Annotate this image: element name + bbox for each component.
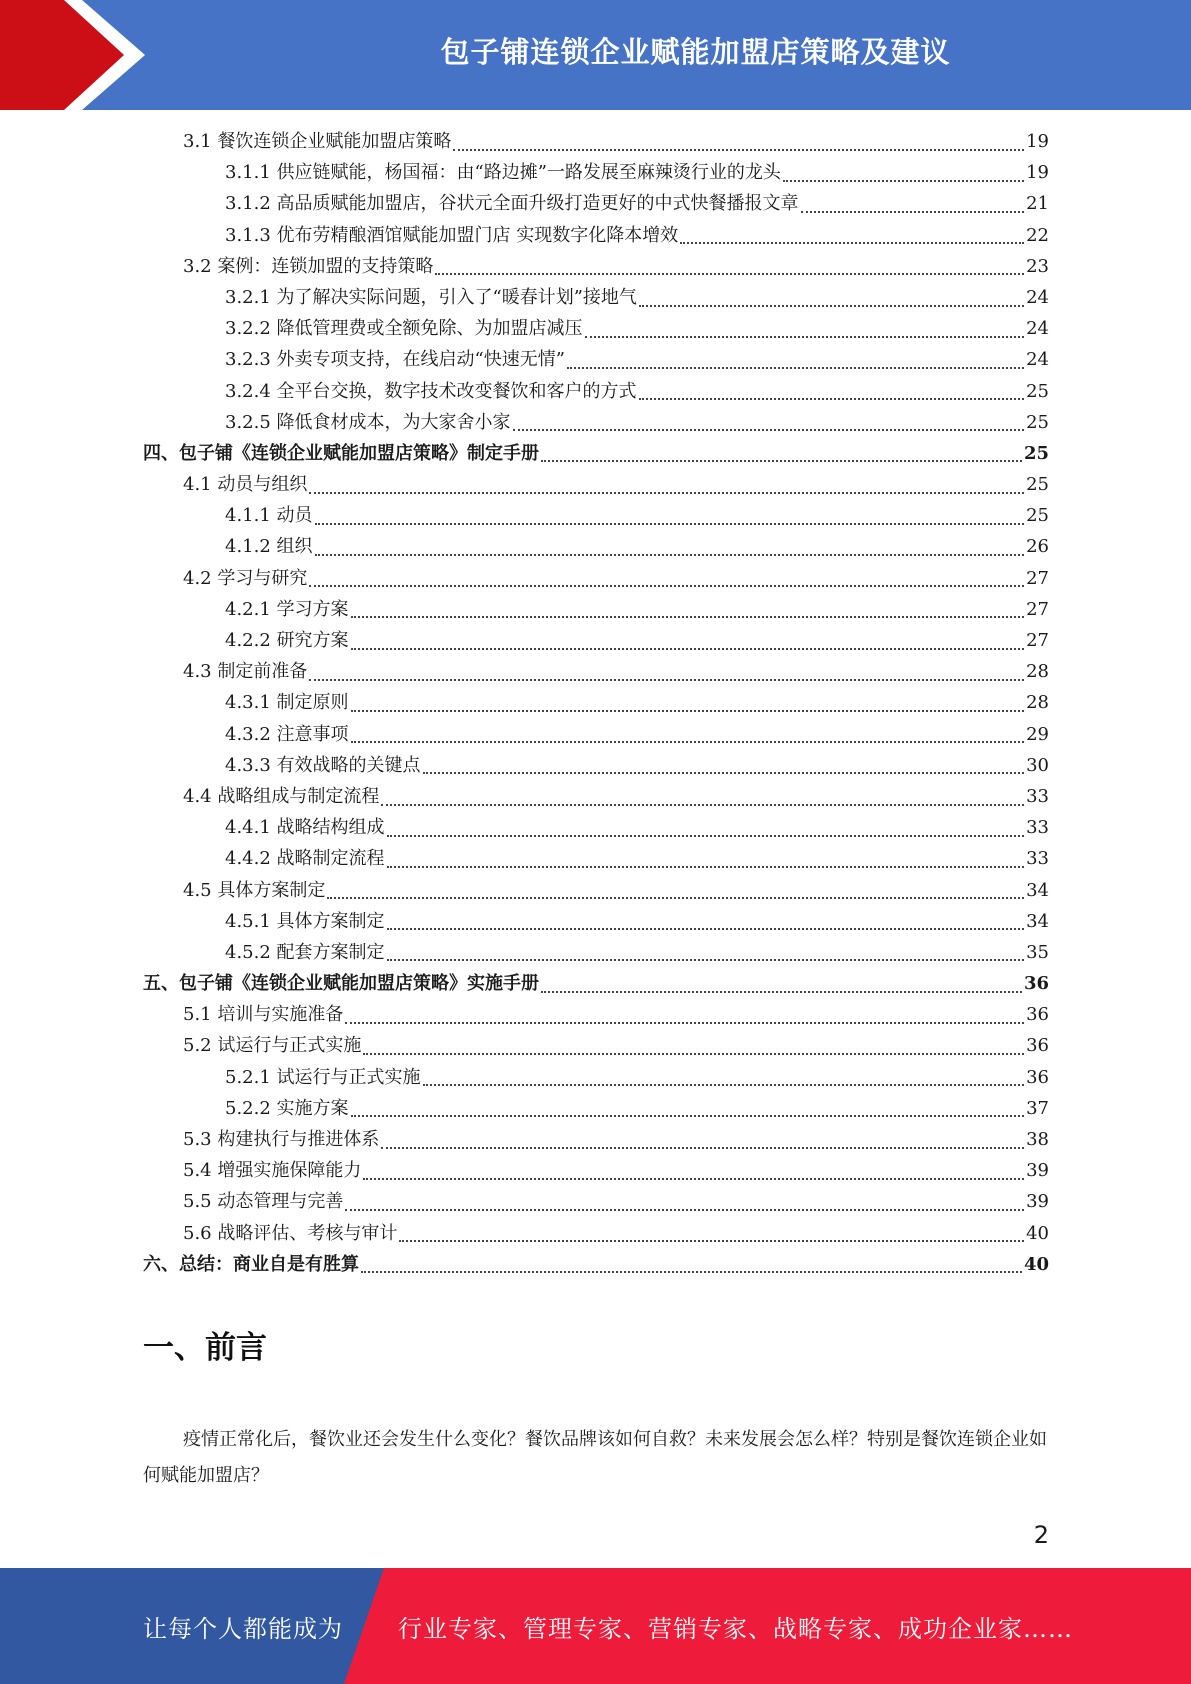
toc-dot-leader <box>387 959 1025 961</box>
toc-entry-label: 3.1.3 优布劳精酿酒馆赋能加盟门店 实现数字化降本增效 <box>225 224 679 246</box>
toc-dot-leader <box>363 1178 1024 1180</box>
toc-dot-leader <box>351 648 1025 650</box>
toc-entry-label: 3.2.1 为了解决实际问题，引入了“暖春计划”接地气 <box>225 286 637 308</box>
toc-entry[interactable] <box>143 439 1049 470</box>
toc-entry[interactable] <box>143 408 1049 439</box>
table-of-contents <box>143 127 1049 1281</box>
toc-entry[interactable] <box>143 1219 1049 1250</box>
toc-entry-label: 4.1.1 动员 <box>225 505 313 527</box>
toc-dot-leader <box>315 554 1025 556</box>
page-header <box>0 0 1191 110</box>
toc-entry[interactable] <box>143 907 1049 938</box>
toc-entry-label: 5.2.2 实施方案 <box>225 1097 349 1119</box>
toc-entry[interactable] <box>143 501 1049 532</box>
toc-entry-page: 25 <box>1026 380 1049 402</box>
toc-entry[interactable] <box>143 1250 1049 1281</box>
toc-entry-label: 4.2.1 学习方案 <box>225 598 349 620</box>
toc-dot-leader <box>680 242 1024 244</box>
toc-entry-label: 5.6 战略评估、考核与审计 <box>183 1222 398 1244</box>
toc-dot-leader <box>327 897 1024 899</box>
toc-entry-page: 34 <box>1026 910 1049 932</box>
toc-entry[interactable] <box>143 876 1049 907</box>
toc-entry-label: 4.4.1 战略结构组成 <box>225 817 385 839</box>
toc-dot-leader <box>783 180 1024 182</box>
toc-dot-leader <box>423 772 1025 774</box>
toc-entry-page: 35 <box>1026 941 1049 963</box>
toc-entry-page: 40 <box>1023 1253 1049 1275</box>
toc-entry-page: 34 <box>1026 879 1049 901</box>
toc-entry-page: 38 <box>1026 1129 1049 1150</box>
toc-entry-page: 39 <box>1026 1191 1049 1213</box>
toc-entry[interactable] <box>143 1000 1049 1031</box>
toc-entry[interactable] <box>143 782 1049 813</box>
toc-entry-page: 39 <box>1026 1160 1049 1182</box>
section-paragraph: 疫情正常化后，餐饮业还会发生什么变化？餐饮品牌该如何自救？未来发展会怎么样？特别是餐饮连锁企业如何赋能加盟店？ <box>143 1429 1047 1486</box>
toc-dot-leader <box>435 273 1024 275</box>
toc-entry-page: 27 <box>1026 598 1049 620</box>
toc-entry-page: 36 <box>1026 1066 1049 1088</box>
toc-dot-leader <box>423 1084 1025 1086</box>
toc-dot-leader <box>315 523 1025 525</box>
toc-entry-label: 4.3.1 制定原则 <box>225 692 349 714</box>
toc-entry[interactable] <box>143 969 1049 1000</box>
section-heading: 一、前言 <box>143 1330 267 1366</box>
toc-entry-page: 26 <box>1026 536 1049 558</box>
toc-entry[interactable] <box>143 252 1049 283</box>
toc-entry-label: 5.1 培训与实施准备 <box>183 1004 344 1026</box>
toc-entry-label: 4.5.2 配套方案制定 <box>225 941 385 963</box>
toc-entry-label: 3.1 餐饮连锁企业赋能加盟店策略 <box>183 131 452 152</box>
toc-entry[interactable] <box>143 1063 1049 1094</box>
toc-entry-page: 24 <box>1026 349 1049 371</box>
toc-entry-label: 四、包子铺《连锁企业赋能加盟店策略》制定手册 <box>143 442 539 464</box>
toc-entry-page: 30 <box>1026 754 1049 776</box>
toc-dot-leader <box>381 804 1024 806</box>
toc-entry-label: 4.2.2 研究方案 <box>225 630 349 651</box>
toc-entry[interactable] <box>143 189 1049 220</box>
toc-entry[interactable] <box>143 377 1049 408</box>
toc-entry-label: 六、总结：商业自是有胜算 <box>143 1253 359 1275</box>
toc-entry[interactable] <box>143 127 1049 158</box>
toc-entry-page: 25 <box>1026 474 1049 496</box>
toc-dot-leader <box>387 928 1025 930</box>
toc-entry-page: 27 <box>1026 567 1049 589</box>
toc-entry[interactable] <box>143 657 1049 688</box>
toc-entry-page: 25 <box>1026 411 1049 433</box>
toc-dot-leader <box>345 1022 1024 1024</box>
toc-entry-label: 3.2.5 降低食材成本，为大家舍小家 <box>225 411 511 433</box>
toc-entry-page: 33 <box>1026 785 1049 807</box>
toc-entry[interactable] <box>143 1031 1049 1062</box>
toc-entry-label: 5.5 动态管理与完善 <box>183 1191 344 1213</box>
toc-entry-page: 19 <box>1026 131 1049 152</box>
toc-entry-page: 33 <box>1026 817 1049 839</box>
toc-entry[interactable] <box>143 688 1049 719</box>
toc-entry[interactable] <box>143 158 1049 189</box>
toc-entry-page: 36 <box>1023 973 1049 995</box>
toc-entry-label: 4.1 动员与组织 <box>183 474 308 496</box>
toc-entry-page: 21 <box>1026 193 1049 215</box>
toc-dot-leader <box>351 741 1025 743</box>
toc-entry-page: 40 <box>1026 1222 1049 1244</box>
toc-entry-label: 3.1.2 高品质赋能加盟店，谷状元全面升级打造更好的中式快餐播报文章 <box>225 193 799 215</box>
toc-entry-page: 29 <box>1026 723 1049 745</box>
toc-entry-page: 25 <box>1023 442 1049 464</box>
toc-dot-leader <box>351 710 1025 712</box>
toc-dot-leader <box>639 398 1025 400</box>
page-footer <box>0 1568 1191 1684</box>
toc-entry[interactable] <box>143 345 1049 376</box>
toc-dot-leader <box>309 679 1024 681</box>
toc-entry[interactable] <box>143 751 1049 782</box>
toc-entry-page: 25 <box>1026 505 1049 527</box>
toc-dot-leader <box>453 149 1024 151</box>
toc-dot-leader <box>351 1115 1025 1117</box>
toc-entry[interactable] <box>143 595 1049 626</box>
toc-dot-leader <box>309 585 1024 587</box>
toc-entry-page: 28 <box>1026 661 1049 683</box>
toc-entry[interactable] <box>143 1187 1049 1218</box>
toc-dot-leader <box>351 616 1025 618</box>
toc-entry-label: 4.1.2 组织 <box>225 536 313 558</box>
toc-dot-leader <box>387 866 1025 868</box>
toc-entry[interactable] <box>143 720 1049 751</box>
toc-entry-label: 5.4 增强实施保障能力 <box>183 1160 362 1182</box>
toc-entry-page: 24 <box>1026 318 1049 340</box>
toc-dot-leader <box>541 991 1022 993</box>
toc-entry-page: 27 <box>1026 630 1049 651</box>
toc-entry[interactable] <box>143 1094 1049 1125</box>
footer-slogan-right: 行业专家、管理专家、营销专家、战略专家、成功企业家…… <box>398 1614 1073 1643</box>
toc-entry[interactable] <box>143 844 1049 875</box>
toc-dot-leader <box>585 336 1025 338</box>
toc-entry-label: 4.5 具体方案制定 <box>183 879 326 901</box>
toc-entry[interactable] <box>143 813 1049 844</box>
toc-entry-label: 五、包子铺《连锁企业赋能加盟店策略》实施手册 <box>143 973 539 995</box>
toc-dot-leader <box>541 460 1022 462</box>
document-title: 包子铺连锁企业赋能加盟店策略及建议 <box>440 34 951 69</box>
toc-entry-label: 4.5.1 具体方案制定 <box>225 910 385 932</box>
toc-entry-label: 4.4 战略组成与制定流程 <box>183 785 380 807</box>
toc-dot-leader <box>801 211 1025 213</box>
toc-entry-label: 4.3 制定前准备 <box>183 661 308 683</box>
toc-entry-label: 4.4.2 战略制定流程 <box>225 848 385 870</box>
footer-slogan-left: 让每个人都能成为 <box>143 1614 343 1643</box>
toc-entry[interactable] <box>143 938 1049 969</box>
toc-entry-page: 19 <box>1026 162 1049 184</box>
toc-entry[interactable] <box>143 314 1049 345</box>
toc-dot-leader <box>381 1147 1024 1149</box>
toc-entry-label: 5.2.1 试运行与正式实施 <box>225 1066 421 1088</box>
toc-entry-page: 23 <box>1026 255 1049 277</box>
toc-entry-label: 3.1.1 供应链赋能，杨国福：由“路边摊”一路发展至麻辣烫行业的龙头 <box>225 162 781 184</box>
toc-dot-leader <box>513 429 1025 431</box>
toc-dot-leader <box>567 367 1024 369</box>
toc-entry[interactable] <box>143 532 1049 563</box>
toc-entry[interactable] <box>143 470 1049 501</box>
page-number: 2 <box>1033 1521 1049 1549</box>
toc-entry[interactable] <box>143 283 1049 314</box>
toc-dot-leader <box>363 1053 1024 1055</box>
toc-dot-leader <box>345 1209 1024 1211</box>
toc-dot-leader <box>309 492 1024 494</box>
toc-entry-label: 4.2 学习与研究 <box>183 567 308 589</box>
toc-entry[interactable] <box>143 626 1049 657</box>
toc-entry-label: 4.3.2 注意事项 <box>225 723 349 745</box>
toc-entry-label: 4.3.3 有效战略的关键点 <box>225 754 421 776</box>
toc-entry-label: 3.2 案例：连锁加盟的支持策略 <box>183 255 434 277</box>
toc-entry[interactable] <box>143 564 1049 595</box>
toc-entry-page: 24 <box>1026 286 1049 308</box>
toc-entry-page: 36 <box>1026 1004 1049 1026</box>
toc-dot-leader <box>639 305 1024 307</box>
toc-entry-page: 36 <box>1026 1035 1049 1057</box>
toc-dot-leader <box>387 835 1025 837</box>
toc-entry-page: 22 <box>1026 224 1049 246</box>
toc-entry-label: 5.2 试运行与正式实施 <box>183 1035 362 1057</box>
toc-entry-label: 5.3 构建执行与推进体系 <box>183 1129 380 1150</box>
toc-entry-page: 37 <box>1026 1097 1049 1119</box>
toc-dot-leader <box>399 1240 1024 1242</box>
toc-entry-label: 3.2.3 外卖专项支持，在线启动“快速无情” <box>225 349 565 371</box>
toc-entry-page: 28 <box>1026 692 1049 714</box>
toc-entry[interactable] <box>143 1156 1049 1187</box>
toc-dot-leader <box>361 1271 1022 1273</box>
toc-entry-label: 3.2.2 降低管理费或全额免除、为加盟店减压 <box>225 318 583 340</box>
toc-entry[interactable] <box>143 221 1049 252</box>
toc-entry-label: 3.2.4 全平台交换，数字技术改变餐饮和客户的方式 <box>225 380 637 402</box>
toc-entry-page: 33 <box>1026 848 1049 870</box>
toc-entry[interactable] <box>143 1125 1049 1156</box>
